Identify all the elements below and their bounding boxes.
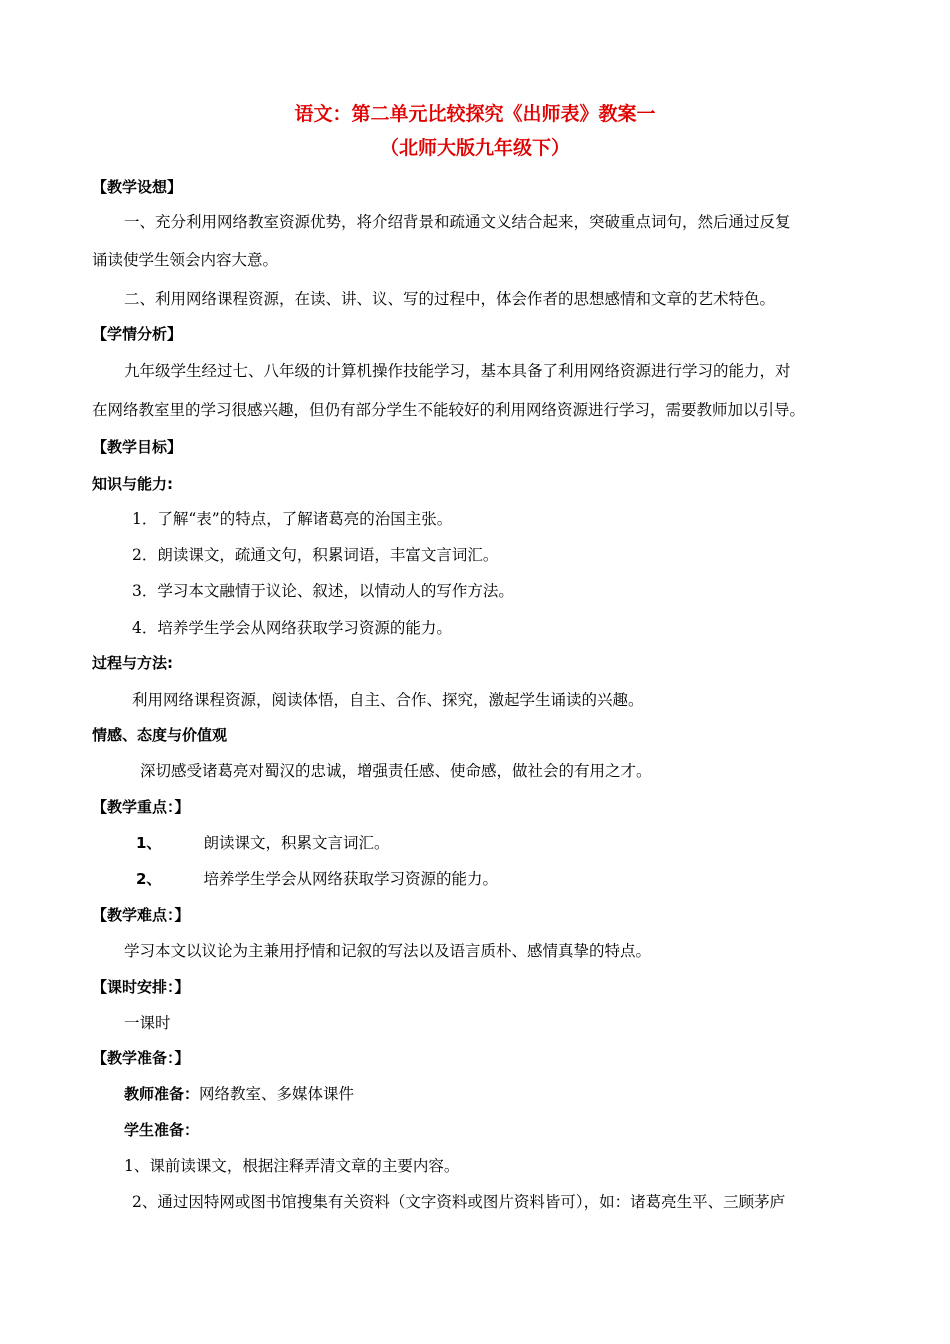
emotion-heading: 情感、态度与价值观	[92, 726, 228, 744]
key-point-number-2: 2、	[136, 870, 162, 888]
section-heading-difficulties: 【教学难点：】	[92, 906, 190, 924]
section-heading-schedule: 【课时安排：】	[92, 978, 190, 996]
emotion-text: 深切感受诸葛亮对蜀汉的忠诚，增强责任感、使命感，做社会的有用之才。	[140, 762, 652, 780]
key-point-item-2	[136, 869, 498, 889]
student-preparation-label: 学生准备：	[124, 1121, 200, 1139]
student-preparation-item-2: 2、通过因特网或图书馆搜集有关资料（文字资料或图片资料皆可），如：诸葛亮生平、三顾茅庐	[132, 1193, 786, 1211]
design-paragraph-1-line-2: 诵读使学生领会内容大意。	[92, 251, 279, 269]
process-heading: 过程与方法:	[92, 654, 173, 672]
section-heading-analysis: 【学情分析】	[92, 325, 183, 343]
key-point-text-1: 朗读课文，积累文言词汇。	[203, 834, 390, 852]
key-point-item-1	[136, 833, 389, 853]
teacher-preparation-text: 网络教室、多媒体课件	[199, 1085, 355, 1103]
design-paragraph-2: 二、利用网络课程资源，在读、讲、议、写的过程中，体会作者的思想感情和文章的艺术特色。	[124, 290, 776, 308]
document-subtitle: （北师大版九年级下）	[379, 137, 570, 159]
section-heading-key-points: 【教学重点：】	[92, 798, 190, 816]
process-text: 利用网络课程资源，阅读体悟，自主、合作、探究，激起学生诵读的兴趣。	[132, 691, 644, 709]
key-point-number-1: 1、	[136, 834, 162, 852]
analysis-line-2: 在网络教室里的学习很感兴趣，但仍有部分学生不能较好的利用网络资源进行学习，需要教师加以引导。	[92, 401, 806, 419]
section-heading-preparation: 【教学准备：】	[92, 1049, 190, 1067]
section-heading-design: 【教学设想】	[92, 178, 183, 196]
schedule-text: 一课时	[124, 1014, 171, 1032]
section-heading-goals: 【教学目标】	[92, 438, 183, 456]
difficulties-text: 学习本文以议论为主兼用抒情和记叙的写法以及语言质朴、感情真挚的特点。	[124, 942, 652, 960]
teacher-preparation-label: 教师准备：	[124, 1085, 200, 1103]
analysis-line-1: 九年级学生经过七、八年级的计算机操作技能学习，基本具备了利用网络资源进行学习的能力，对	[124, 362, 791, 380]
knowledge-item-3: 3．学习本文融情于议论、叙述，以情动人的写作方法。	[132, 582, 514, 600]
key-point-text-2: 培养学生学会从网络获取学习资源的能力。	[203, 870, 498, 888]
teacher-preparation	[124, 1084, 354, 1104]
knowledge-heading: 知识与能力:	[92, 475, 173, 493]
design-paragraph-1-line-1: 一、充分利用网络教室资源优势，将介绍背景和疏通文义结合起来，突破重点词句，然后通过反复	[124, 213, 791, 231]
knowledge-item-1: 1．了解“表”的特点，了解诸葛亮的治国主张。	[132, 510, 453, 528]
student-preparation-item-1: 1、课前读课文，根据注释弄清文章的主要内容。	[124, 1157, 460, 1175]
knowledge-item-4: 4．培养学生学会从网络获取学习资源的能力。	[132, 619, 452, 637]
knowledge-item-2: 2．朗读课文，疏通文句，积累词语，丰富文言词汇。	[132, 546, 499, 564]
document-title: 语文：第二单元比较探究《出师表》教案一	[294, 103, 656, 125]
